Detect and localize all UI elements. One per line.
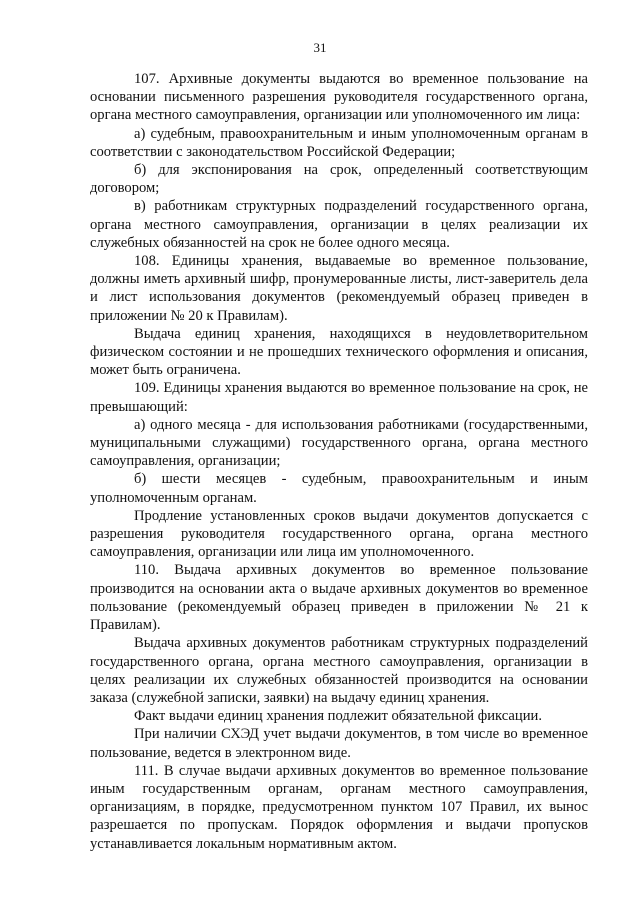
- page-number: 31: [313, 40, 327, 55]
- paragraph-109: 109. Единицы хранения выдаются во временное пользование на срок, не превышающий:: [90, 380, 588, 415]
- paragraph-107-a: а) судебным, правоохранительным и иным уполномоченным органам в соответствии с законодательством Российской Федерации;: [90, 125, 588, 160]
- paragraph-110-employees: Выдача архивных документов работникам структурных подразделений государственного органа, органа местного самоуправления, организации в целях реализации их служебных обязанностей производится на основании заказа (служебной записки, заявки) на выдачу единиц хранения.: [90, 635, 588, 706]
- paragraph-110-fixation: Факт выдачи единиц хранения подлежит обязательной фиксации.: [134, 708, 542, 725]
- paragraph-110-electronic: При наличии СХЭД учет выдачи документов, в том числе во временное пользование, ведется в электронном виде.: [90, 726, 588, 761]
- paragraph-107: 107. Архивные документы выдаются во временное пользование на основании письменного разрешения руководителя государственного органа, органа местного самоуправления, организации или уполномоченного им лица:: [90, 71, 588, 124]
- paragraph-107-c: в) работникам структурных подразделений государственного органа, органа местного самоуправления, организации в целях реализации их служебных обязанностей на срок не более одного месяца.: [90, 198, 588, 251]
- paragraph-107-b: б) для экспонирования на срок, определенный соответствующим договором;: [90, 162, 588, 197]
- paragraph-110: 110. Выдача архивных документов во временное пользование производится на основании акта о выдаче архивных документов во временное пользование (рекомендуемый образец приведен в приложении № 21 к Правилам).: [90, 562, 588, 634]
- paragraph-109-b: б) шести месяцев - судебным, правоохранительным и иным уполномоченным органам.: [90, 471, 588, 506]
- paragraph-109-extension: Продление установленных сроков выдачи документов допускается с разрешения руководителя государственного органа, органа местного самоуправления, организации или лица им уполномоченного.: [90, 507, 588, 561]
- document-body: [90, 70, 588, 853]
- paragraph-111: 111. В случае выдачи архивных документов во временное пользование иным государственным органам, органам местного самоуправления, организациям, в порядке, предусмотренном пунктом 107 Правил, их вынос разрешается по пропускам. Порядок оформления и выдачи пропусков устанавливается локальным нормативным актом.: [90, 762, 588, 852]
- paragraph-108: 108. Единицы хранения, выдаваемые во временное пользование, должны иметь архивный шифр, пронумерованные листы, лист-заверитель дела и лист использования документов (рекомендуемый образец приведен в приложении № 20 к Правилам).: [90, 253, 588, 324]
- paragraph-108-restriction: Выдача единиц хранения, находящихся в неудовлетворительном физическом состоянии и не прошедших технического оформления и описания, может быть ограничена.: [90, 325, 588, 379]
- paragraph-109-a: а) одного месяца - для использования работниками (государственными, муниципальными служащими) государственного органа, органа местного самоуправления, организации;: [90, 416, 588, 470]
